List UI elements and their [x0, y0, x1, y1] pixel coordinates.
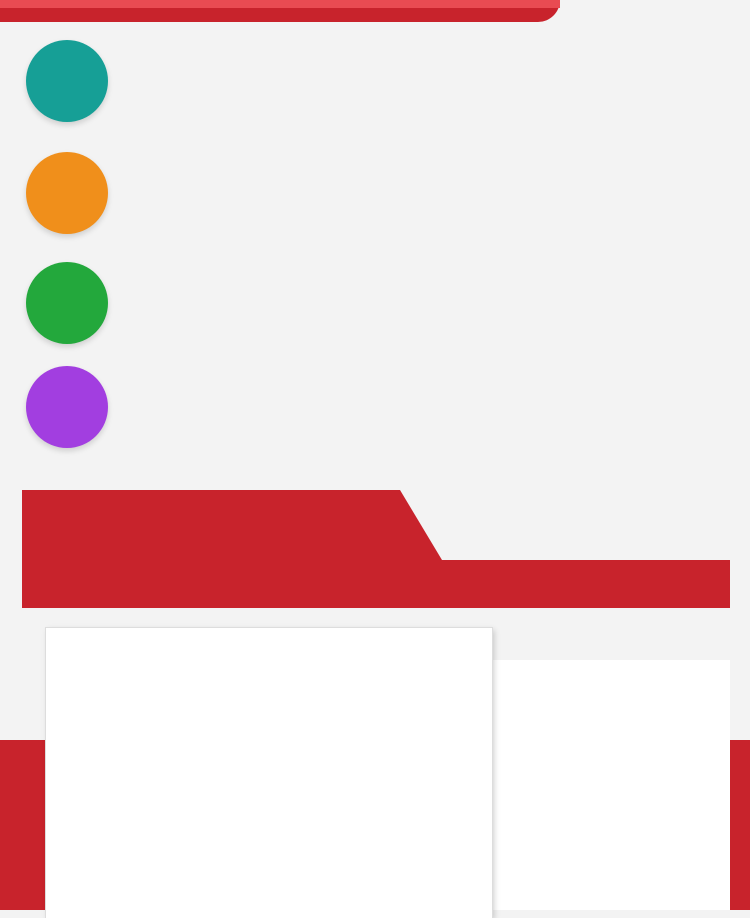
- knowledge-banner: [22, 490, 730, 608]
- banner-red-tab: [22, 490, 442, 560]
- banner-subtitle-bar: [22, 560, 730, 608]
- text-panel: [490, 660, 730, 910]
- badge-jing: [26, 152, 108, 234]
- toc-page-image: [46, 628, 492, 918]
- badge-quan: [26, 262, 108, 344]
- top-decoration-bar: [0, 0, 560, 22]
- badge-ming: [26, 40, 108, 122]
- badge-tou: [26, 366, 108, 448]
